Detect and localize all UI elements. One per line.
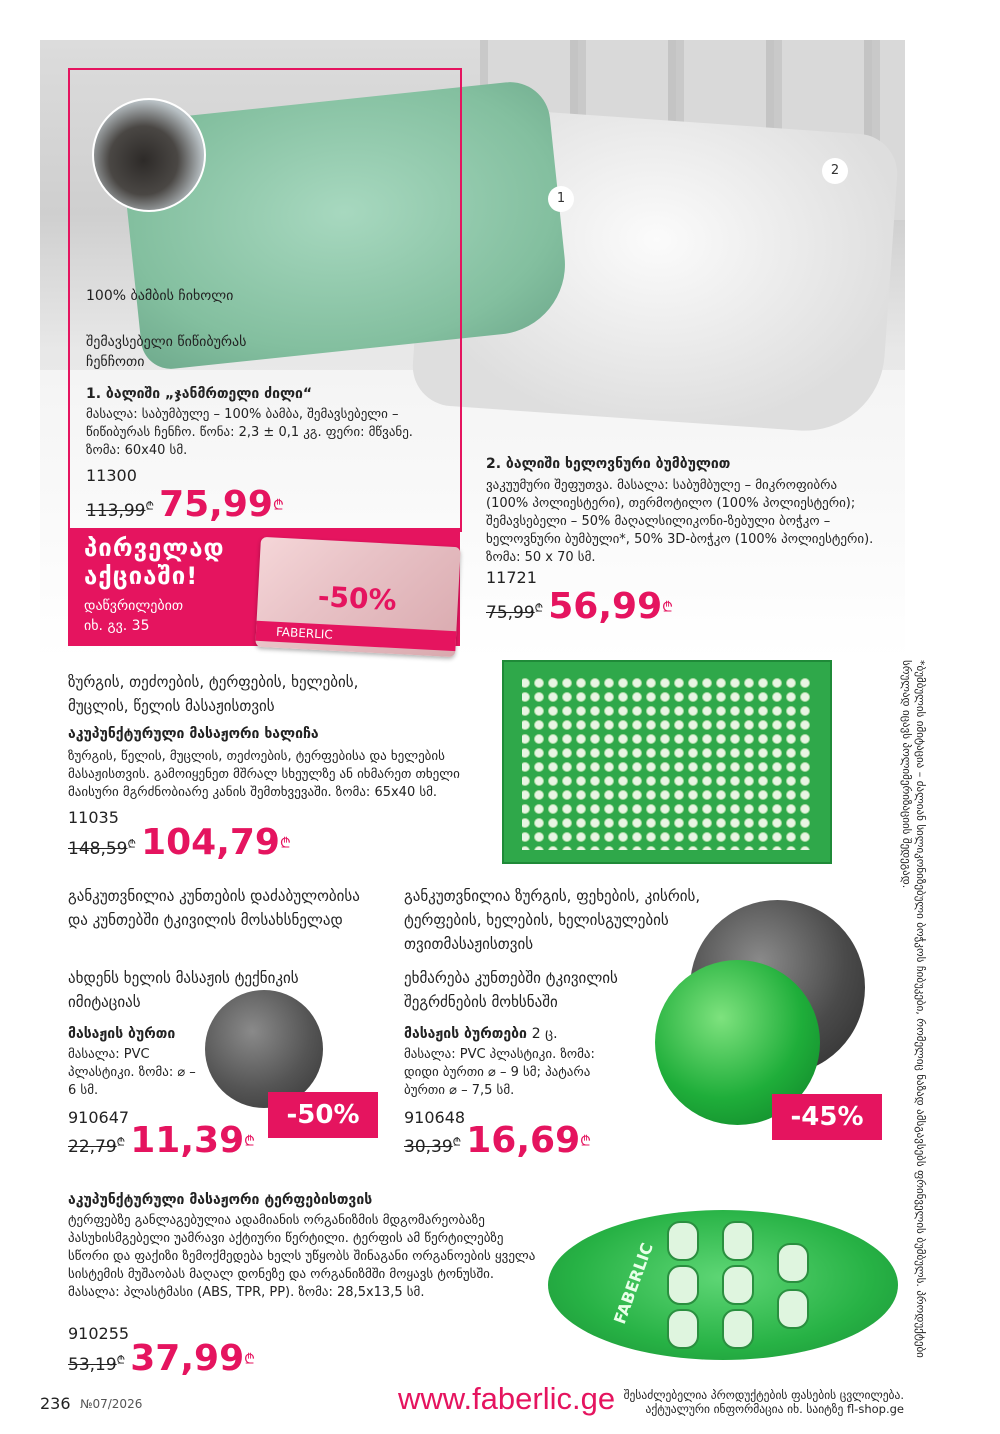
product3-desc: ზურგის, წელის, მუცლის, თეძოების, ტერფებისა და ხელების მასაჟისთვის. გამოიყენეთ მშრალ სხეულზე ან იხმარეთ თხელი მაისური მგრძნობიარე კანის შემთხვევაში. ზომა: 65x40 სმ.	[68, 749, 460, 800]
feature-cotton: 100% ბამბის ჩიხოლი	[86, 288, 234, 304]
product4-discount-badge: -50%	[268, 1092, 378, 1138]
product5-title-row	[404, 1026, 558, 1042]
product5-title: მასაჟის ბურთები	[404, 1026, 527, 1042]
product4-lead2: ახდენს ხელის მასაჟის ტექნიკის იმიტაციას	[68, 969, 299, 1011]
issue-number: №07/2026	[80, 1397, 143, 1411]
footer-note2: აქტუალური ინფორმაცია იხ. საიტზე fl-shop.ge	[645, 1402, 904, 1416]
roller-knobs	[548, 1210, 898, 1360]
product1-price	[86, 484, 284, 525]
product4-lead1: განკუთვნილია კუნთების დაძაბულობისა და კუნთებში ტკივილის მოსახსნელად	[68, 887, 360, 929]
feature-filling: შემავსებელი წიწიბურას ჩენჩოთი	[86, 334, 247, 370]
product3-title: აკუპუნქტურული მასაჟორი ხალიჩა	[68, 726, 319, 742]
product3-price	[68, 822, 291, 863]
promo-line2: აქციაში!	[84, 562, 199, 590]
product2-old-price: 75,99	[486, 603, 535, 623]
product6-price	[68, 1338, 255, 1379]
product3-new-price: 104,79	[141, 822, 280, 863]
pillow-1-marker: 1	[548, 186, 574, 212]
footer-note1: შესაძლებელია პროდუქტების ფასების ცვლილება.	[623, 1388, 904, 1402]
lari-icon: ₾	[244, 1351, 255, 1368]
lari-icon: ₾	[127, 837, 136, 851]
product5-lead1: განკუთვნილია ზურგის, ფეხების, კისრის, ტერფების, ხელების, ხელისგულების თვითმასაჟისთვის	[404, 887, 701, 953]
product3-old-price: 148,59	[68, 839, 128, 859]
lari-icon: ₾	[534, 601, 544, 615]
product6-old-price: 53,19	[68, 1355, 117, 1375]
foot-massager-brand: FABERLIC	[610, 1240, 657, 1327]
promo-banner[interactable]	[68, 528, 460, 646]
lari-icon: ₾	[145, 499, 154, 513]
promo-card-brand: FABERLIC	[256, 621, 457, 651]
buckwheat-husk-closeup	[92, 98, 206, 212]
lari-icon: ₾	[279, 835, 291, 852]
page-number: 236	[40, 1394, 71, 1413]
promo-line4: იხ. გვ. 35	[84, 618, 150, 634]
product5-title-suffix: 2 ც.	[531, 1026, 558, 1042]
product6-title: აკუპუნქტურული მასაჟორი ტერფებისთვის	[68, 1192, 373, 1208]
product1-new-price: 75,99	[159, 484, 273, 525]
product1-desc: მასალა: საბუმბულე – 100% ბამბა, შემავსებელი – წიწიბურას ჩენჩო. წონა: 2,3 ± 0,1 კგ. ფერი: მწვანე. ზომა: 60x40 სმ.	[86, 407, 413, 458]
product2-new-price: 56,99	[548, 586, 663, 627]
side-footnote-text: *ბუმბულის იმიტაცია – ძალიან სილიკონიზებული ბოჭკოს ჩიბუკები, რომელიც ნაზად ამსგავსებს ფრინველის ბუმბულს. პროდუქტები სრულად იცავს პოლიმერიზაციის შედეგად.	[900, 660, 927, 1358]
product2-price	[486, 586, 673, 627]
pillow-2-marker: 2	[822, 158, 848, 184]
product3-code: 11035	[68, 808, 119, 827]
product5-old-price: 30,39	[404, 1137, 453, 1157]
product4-price	[68, 1120, 255, 1161]
product2-desc: ვაკუუმური შეფუთვა. მასალა: საბუმბულე – მიკროფიბრა (100% პოლიესტერი), თერმოტილო (100% პოლიესტერი); შემავსებელი – 50% მაღალსილიკონი-ზებული ბოჭკო – ხელოვნური ბუმბული*, 50% 3D-ბოჭკო (100% პოლიესტერი). ზომა: 50 x 70 სმ.	[486, 478, 874, 565]
promo-line3: დაწვრილებით	[84, 598, 184, 614]
product3-lead: ზურგის, თეძოების, ტერფების, ხელების, მუცლის, წელის მასაჟისთვის	[68, 673, 359, 715]
product4-desc: მასალა: PVC პლასტიკი. ზომა: ⌀ – 6 სმ.	[68, 1047, 196, 1098]
massage-ball-image	[205, 990, 323, 1108]
product5-code: 910648	[404, 1108, 466, 1127]
lari-icon: ₾	[116, 1353, 126, 1367]
product4-old-price: 22,79	[68, 1137, 117, 1157]
product5-desc: მასალა: PVC პლასტიკი. ზომა: დიდი ბურთი ⌀ – 9 სმ; პატარა ბურთი ⌀ – 7,5 სმ.	[404, 1047, 595, 1098]
lari-icon: ₾	[662, 599, 673, 616]
product2-code: 11721	[486, 568, 537, 587]
product5-lead2: ეხმარება კუნთებში ტკივილის შეგრძნების მოხსნაში	[404, 969, 618, 1011]
product4-title: მასაჟის ბურთი	[68, 1026, 176, 1042]
product4-code: 910647	[68, 1108, 130, 1127]
promo-line1: პირველად	[84, 534, 225, 562]
product4-new-price: 11,39	[130, 1120, 245, 1161]
product6-desc: ტერფებზე განლაგებულია ადამიანის ორგანიზმის მდგომარეობაზე პასუხისმგებელი უამრავი აქტიური წერტილი. ტერფის ამ წერტილებზე სწორი და ფაქიზი ზემოქმედება ხელს უწყობს შინაგანი ორგანოების ყველა სისტემის მუშაობას მაღალ დონეზე და ორგანიზმში მოყავს ტონუსში. მასალა: პლასტმასი (ABS, TPR, PP). ზომა: 28,5x13,5 სმ.	[68, 1213, 536, 1300]
product5-new-price: 16,69	[466, 1120, 581, 1161]
product2-title: 2. ბალიში ხელოვნური ბუმბულით	[486, 456, 731, 472]
lari-icon: ₾	[272, 497, 284, 514]
foot-massager-image	[548, 1210, 898, 1360]
product1-old-price: 113,99	[86, 501, 146, 521]
side-footnote	[900, 660, 945, 1380]
product1-code: 11300	[86, 466, 137, 485]
product6-new-price: 37,99	[130, 1338, 245, 1379]
promo-card-percent: -50%	[317, 579, 398, 617]
acupuncture-mat-image	[502, 660, 832, 864]
mat-spikes	[504, 662, 830, 862]
product6-code: 910255	[68, 1324, 130, 1343]
product1-title: 1. ბალიში „ჯანმრთელი ძილი“	[86, 386, 313, 402]
lari-icon: ₾	[244, 1133, 255, 1150]
product5-discount-badge: -45%	[772, 1094, 882, 1140]
site-url[interactable]: www.faberlic.ge	[398, 1381, 616, 1416]
lari-icon: ₾	[116, 1135, 126, 1149]
promo-card-image	[255, 537, 460, 657]
lari-icon: ₾	[452, 1135, 462, 1149]
lari-icon: ₾	[580, 1133, 591, 1150]
product5-price	[404, 1120, 591, 1161]
